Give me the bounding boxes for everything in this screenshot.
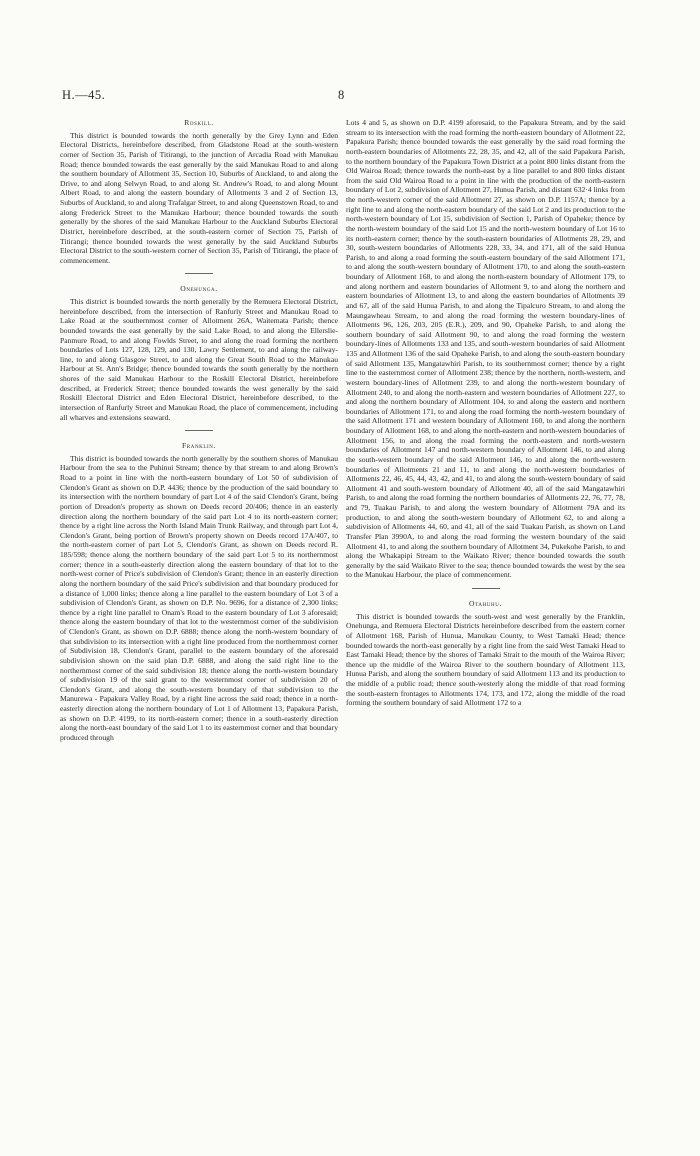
section-divider: [472, 588, 500, 589]
right-column: [346, 118, 625, 708]
page-header: [0, 88, 700, 102]
section-title-otahuhu: Otahuhu.: [469, 599, 502, 608]
section-text-franklin-continued: Lots 4 and 5, as shown on D.P. 4199 aforesaid, to the Papakura Stream, and by the said stream to its intersection with the road forming the north-eastern boundary of Allotment 22, Papakura Parish; thence bounded towards the east generally by the said road forming the north-eastern boundaries of Allotments 22, 28, 35, and 42, all of the said Papakura Parish, to the northern boundary of the Papakura Town District at a point 800 links distant from the Old Wairoa Road; thence towards the north-east by a line parallel to and 800 links distant from the said Old Wairoa Road to a point in line with the production of the north-eastern boundary of Lot 2, subdivision of Allotment 27, Hunua Parish, and distant 632·4 links from the north-western corner of the said Allotment 27, as shown on D.P. 1157A; thence by a right line to and along the north-eastern boundary of the said Lot 2 and its production to the north-western boundary of Lot 15, subdivision of Section 1, Parish of Opaheke; thence by the north-western boundary of the said Lot 15 and the north-western boundary of Lot 16 to its north-eastern corner; thence by the south-eastern boundaries of Allotments 28, 29, and 30, south-western boundaries of Allotments 228, 33, 34, and 171, all of the said Hunua Parish, to and along a road forming the south-eastern boundary of the said Allotment 171, to and along the south-western boundary of Allotment 170, to and along the south-eastern boundary of Allotment 168, to and along the north-eastern boundary of Allotment 179, to and along northern and eastern boundaries of Allotment 9, to and along the northern and eastern boundaries of Allotment 13, to and along the eastern boundaries of Allotments 39 and 67, all of the said Hunua Parish, to and along the Tipalcuro Stream, to and along the Maungawheau Stream, to and along the road forming the western boundary-lines of Allotments 96, 126, 203, 205 (E.R.), 209, and 90, Opaheke Parish, to and along the southern boundary of said Allotment 90, to and along the road forming the western boundary-lines of Allotments 133 and 135, and south-western boundaries of said Allotment 135 and Allotment 136 of the said Opaheke Parish, to and along the south-eastern boundary of said Allotment 135, Mangatawhiri Parish, to its southernmost corner; thence by a right line to the easternmost corner of Allotment 238; thence by the northern, north-western, and western boundary-lines of Allotment 239, to and along the north-western boundary of Allotment 240, to and along the north-eastern and western boundaries of Allotment 227, to and along the northern boundary of Allotment 104, to and along the eastern and northern boundaries of Allotment 171, to and along the road forming the north-western boundary of the said Allotment 171 and western boundary of Allotment 160, to and along the northern boundary of Allotment 168, to and along the north-eastern and north-western boundaries of Allotment 156, to and along the road forming the north-eastern and north-western boundaries of Allotment 147 and north-western boundary of Allotment 146, to and along the south-western boundary of the said Allotment 146, to and along the north-western boundaries of Allotments 21 and 11, to and along the north-western boundaries of Allotments 22, 46, 45, 44, 43, 42, and 41, to and along the south-western boundary of said Allotment 41 and south-western boundary of Allotment 40, all of the said Mangatawhiri Parish, to and along the road forming the northern boundaries of Allotments 22, 76, 77, 78, and 79, Tuakau Parish, to and along the western boundary of Allotment 79A and its production, to and along the south-western boundary of Allotment 62, to and along a subdivision of Allotments 44, 60, and 41, all of the said Tuakau Parish, as shown on Land Transfer Plan 3990A, to and along the road forming the western boundary of the said Allotment 41, to and along the southern boundary of Allotment 34, Pukekohe Parish, to and along the Whakapipi Stream to the Waikato River; thence bounded towards the south generally by the said Waikato River to the sea; thence bounded towards the west by the sea to the Manukau Harbour, the place of commencement.: [346, 118, 625, 580]
page-number: 8: [338, 88, 345, 102]
section-text-roskill: This district is bounded towards the north generally by the Grey Lynn and Eden Electoral Districts, hereinbefore described, from Gladstone Road at the south-western corner of Section 35, Parish of Titirangi, to the junction of Arcadia Road with Manukau Road; thence bounded towards the east generally by the said Manukau Road to and along the southern boundary of Allotment 35, Section 10, Suburbs of Auckland, to and along the Drive, to and along Selwyn Road, to and along St. Andrew's Road, to and along Mount Albert Road, to and along the eastern boundary of Allotments 3 and 2 of Section 13, Suburbs of Auckland, to and along Trafalgar Street, to and along Queenstown Road, to and along Frederick Street to the Manukau Harbour; thence bounded towards the south generally by the shores of the said Manukau Harbour to the Auckland Suburbs Electoral District, hereinbefore described, at the south-eastern corner of Section 75, Parish of Titirangi; thence bounded towards the west generally by the said Auckland Suburbs Electoral District to the south-western corner of Section 35, Parish of Titirangi, the place of commencement.: [60, 130, 338, 265]
section-title-roskill: Roskill.: [184, 118, 214, 127]
document-reference: H.—45.: [62, 88, 106, 102]
section-divider: [185, 273, 213, 274]
section-title-franklin: Franklin.: [181, 441, 217, 451]
section-text-onehunga: This district is bounded towards the north generally by the Remuera Electoral District, hereinbefore described, from the intersection of Ranfurly Street and Manukau Road to Lake Road at the southernmost corner of Allotment 26A, Waitemata Parish; thence bounded towards the east generally by the said Lake Road, to and along the Ellerslie-Panmure Road, to and along Fowlds Street, to and along the road forming the northern boundaries of Lots 127, 128, 129, and 130, Lawry Settlement, to and along the railway-line, to and along Glasgow Street, to and along the Great South Road to the Manukau Harbour at St. Ann's Bridge; thence bounded towards the south generally by the northern shores of the said Manukau Harbour to the Roskill Electoral District, hereinbefore described, at Frederick Street; thence bounded towards the west generally by the said Roskill Electoral District and Eden Electoral District, hereinbefore described, to the intersection of Ranfurly Street and Manukau Road, the place of commencement, including all wharves and extensions seaward.: [60, 297, 338, 422]
section-text-franklin: This district is bounded towards the north generally by the southern shores of Manukau Harbour from the sea to the Puhinui Stream; thence by that stream to and along Brown's Road to a point in line with the north-eastern boundary of Lot 50 of subdivision of Clendon's Grant as shown on D.P. 4436; thence by the production of the said boundary to its intersection with the northern boundary of part Lot 4 of the said Clendon's Grant, being portion of Dreadon's property as shown on Deeds record 20/406; thence in an easterly direction along the northern boundary of the said part Lot 4 to its north-eastern corner; thence by a right line across the North Island Main Trunk Railway, and through part Lot 4, Clendon's Grant, being portion of Brown's property shown on Deeds record 17A/407, to the north-eastern corner of part Lot 5, Clendon's Grant, as shown on Deeds record R. 185/598; thence along the northern boundary of the said part Lot 5 to its northernmost corner; thence in a south-easterly direction along the eastern boundary of that lot to the north-west corner of Price's subdivision of Clendon's Grant; thence in an easterly direction along the northern boundary of the said Price's subdivision and that boundary produced for a distance of 1,000 links; thence along a line parallel to the eastern boundary of Lot 3 of a subdivision of Clendon's Grant, as shown on D.P. No. 9696, for a distance of 2,300 links; thence by a right line parallel to Onam's Road to the eastern boundary of Lot 3 aforesaid; thence along the eastern boundary of that lot to the westernmost corner of the subdivision of Clendon's Grant, as shown on D.P. 6888; thence along the north-western boundary of that subdivision to its intersection with a right line produced from the northernmost corner of Subdivision 18, Clendon's Grant, parallel to the eastern boundary of the aforesaid subdivision shown on the said plan D.P. 6888, and along the said right line to the northernmost corner of the said subdivision 18; thence along the north-western boundary of subdivision 19 of the said grant to the westernmost corner of subdivision 20 of Clendon's Grant, and along the south-western boundary of that subdivision to the Manurewa - Papakura Valley Road, by a right line across the said road; thence in a north-easterly direction along the northern boundary of Lot 1 of Allotment 13, Papakura Parish, as shown on D.P. 4199, to its north-eastern corner; thence in a south-easterly direction along the north-east boundary of the said Lot 1 to its easternmost corner and that boundary produced through: [60, 453, 338, 742]
section-text-otahuhu: This district is bounded towards the south-west and west generally by the Franklin, Onehunga, and Remuera Electoral Districts hereinbefore described from the eastern corner of Allotment 168, Parish of Hunua, Manukau County, to West Tamaki Head; thence bounded towards the north-east generally by a right line from the said West Tamaki Head to East Tamaki Head; thence by the shores of Tamaki Strait to the mouth of the Wairoa River; thence up the middle of the Wairoa River to the southern boundary of Allotment 113, Hunua Parish, and along the southern boundary of said Allotment 113 and its production to the middle of a public road; thence south-westerly along the middle of that road forming the south-eastern frontages to Allotments 174, 173, and 172, along the middle of the road forming the southern boundary of said Allotment 172 to a: [346, 611, 625, 708]
left-column: [60, 118, 338, 743]
section-divider: [185, 430, 213, 431]
section-title-onehunga: Onehunga.: [180, 284, 218, 294]
